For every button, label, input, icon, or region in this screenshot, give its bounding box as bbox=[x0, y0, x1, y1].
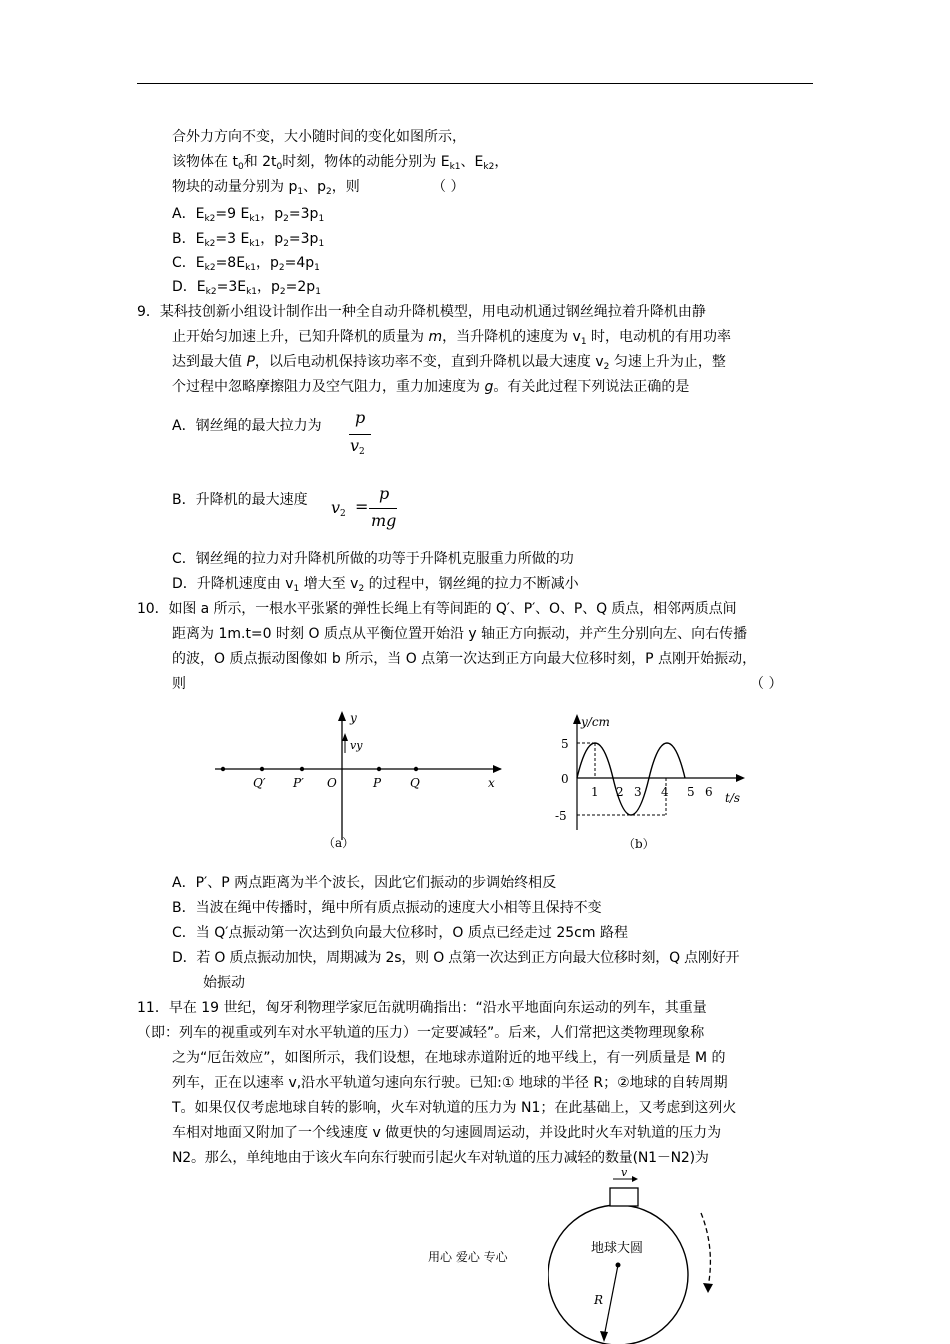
q8-line-1: 合外力方向不变，大小随时间的变化如图所示， bbox=[172, 129, 466, 145]
rotation-arrow bbox=[701, 1213, 710, 1287]
figure-b-vibration-graph bbox=[555, 710, 755, 860]
fig-a-label-o: O bbox=[327, 776, 337, 790]
q10-option-a: A．P′、P 两点距离为半个波长，因此它们振动的步调始终相反 bbox=[172, 875, 557, 891]
q11-line-3: 之为“厄缶效应”，如图所示，我们设想，在地球赤道附近的地平线上，有一列质量是 M 的 bbox=[172, 1050, 726, 1066]
q10-line-4: 则 bbox=[172, 676, 186, 692]
q9-option-a: A．钢丝绳的最大拉力为 bbox=[172, 418, 322, 434]
q10-option-d: D．若 O 质点振动加快，周期减为 2s，则 O 点第一次达到正方向最大位移时刻，Q 点刚好开 bbox=[172, 950, 740, 966]
fig-a-label-p-prime: P′ bbox=[293, 776, 304, 790]
fig-a-x-axis-label: x bbox=[488, 776, 495, 790]
q10-option-b: B．当波在绳中传播时，绳中所有质点振动的速度大小相等且保持不变 bbox=[172, 900, 602, 916]
fig-b-tick-x-4: 4 bbox=[661, 785, 669, 799]
fig-b-tick-x-5: 5 bbox=[687, 785, 695, 799]
q10-option-c: C．当 Q′点振动第一次达到负向最大位移时，O 质点已经走过 25cm 路程 bbox=[172, 925, 628, 941]
q8-line-3: 物块的动量分别为 $p_1$、$p_2$，则 bbox=[172, 179, 360, 197]
q10-line-1: 10．如图 a 所示，一根水平张紧的弹性长绳上有等间距的 Q′、P′、O、P、Q 质点，相邻两质点间 bbox=[137, 601, 737, 617]
q9-line-2: 止开始匀加速上升，已知升降机的质量为 m，当升降机的速度为 $v_1$ 时，电动机的有用功率 bbox=[172, 329, 732, 347]
figure-a-rope bbox=[205, 705, 510, 855]
fig-b-tick-x-1: 1 bbox=[591, 785, 599, 799]
q10-line-3: 的波，O 质点振动图像如 b 所示，当 O 点第一次达到正方向最大位移时刻，P 点刚开始振动， bbox=[172, 651, 757, 667]
fig-b-tick-x-2: 2 bbox=[616, 785, 624, 799]
q11-line-2: （即：列车的视重或列车对水平轨道的压力）一定要减轻”。后来，人们常把这类物理现象称 bbox=[137, 1025, 705, 1041]
q11-line-5: T。如果仅仅考虑地球自转的影响，火车对轨道的压力为 N1；在此基础上，又考虑到这列火 bbox=[172, 1100, 737, 1116]
q11-line-4: 列车，正在以速率 v,沿水平轨道匀速向东行驶。已知:① 地球的半径 R；②地球的自转周期 bbox=[172, 1075, 728, 1091]
fig-b-y-axis-label: y/cm bbox=[581, 715, 610, 729]
q11-line-1: 11．早在 19 世纪，匈牙利物理学家厄缶就明确指出：“沿水平地面向东运动的列车，其重量 bbox=[137, 1000, 707, 1016]
q8-answer-paren: （ ） bbox=[432, 179, 465, 195]
page-footer: 用心 爱心 专心 bbox=[428, 1250, 508, 1264]
header-rule bbox=[137, 83, 813, 84]
q8-option-c: C．$E_{k2}=8E_{k1}$，$p_2=4p_1$ bbox=[172, 255, 320, 273]
q10-line-2: 距离为 1m.t=0 时刻 O 质点从平衡位置开始沿 y 轴正方向振动，并产生分别向左、向右传播 bbox=[172, 626, 748, 642]
fig-a-point-q bbox=[414, 767, 418, 771]
q9-option-a-fraction: p $v_2$ bbox=[346, 408, 376, 460]
fig-a-point-p bbox=[377, 767, 381, 771]
fig-b-tick-x-3: 3 bbox=[634, 785, 642, 799]
earth-great-circle bbox=[548, 1205, 688, 1344]
q9-line-1: 9．某科技创新小组设计制作出一种全自动升降机模型，用电动机通过钢丝绳拉着升降机由静 bbox=[137, 304, 706, 320]
q11-line-6: 车相对地面又附加了一个线速度 v 做更快的匀速圆周运动，并设此时火车对轨道的压力为 bbox=[172, 1125, 722, 1141]
fig-b-tick-x-6: 6 bbox=[705, 785, 713, 799]
q11-line-7: N2。那么，单纯地由于该火车向东行驶而引起火车对轨道的压力减轻的数量(N1－N2)为 bbox=[172, 1150, 709, 1166]
q10-answer-paren: （ ） bbox=[750, 676, 783, 692]
fig-a-left-end-point bbox=[221, 767, 225, 771]
figure-earth-great-circle bbox=[548, 1165, 728, 1344]
q9-option-b: B．升降机的最大速度 bbox=[172, 492, 308, 508]
fig-a-point-p-prime bbox=[300, 767, 304, 771]
fig-a-label-p: P bbox=[373, 776, 382, 790]
q9-option-b-equation: $v_2$ = p mg bbox=[331, 484, 397, 530]
q8-option-b: B．$E_{k2}=3$ $E_{k1}$，$p_2=3p_1$ bbox=[172, 231, 325, 249]
train-velocity-label: v bbox=[621, 1166, 628, 1179]
earth-circle-label: 地球大圆 bbox=[591, 1241, 644, 1256]
fig-a-label-q-prime: Q′ bbox=[253, 776, 266, 790]
train-box bbox=[610, 1188, 638, 1206]
fig-b-tick-y-0: 0 bbox=[561, 772, 569, 786]
q8-option-a: A．$E_{k2}=9$ $E_{k1}$，$p_2=3p_1$ bbox=[172, 206, 325, 224]
fig-b-caption: （b） bbox=[623, 837, 655, 851]
q8-option-d: D．$E_{k2}=3E_{k1}$，$p_2=2p_1$ bbox=[172, 279, 321, 297]
fig-a-y-axis-label: y bbox=[350, 711, 357, 725]
fig-b-tick-y-5: 5 bbox=[561, 737, 569, 751]
q10-option-d-cont: 始振动 bbox=[203, 975, 245, 991]
fig-a-point-q-prime bbox=[260, 767, 264, 771]
fig-b-sine-curve bbox=[577, 743, 685, 815]
fig-b-tick-y-neg5: -5 bbox=[555, 809, 567, 823]
q9-line-4: 个过程中忽略摩擦阻力及空气阻力，重力加速度为 g。有关此过程下列说法正确的是 bbox=[172, 379, 690, 395]
q9-option-d: D．升降机速度由 $v_1$ 增大至 $v_2$ 的过程中，钢丝绳的拉力不断减小 bbox=[172, 576, 579, 594]
q9-line-3: 达到最大值 P，以后电动机保持该功率不变，直到升降机以最大速度 $v_2$ 匀速上升为止，整 bbox=[172, 354, 726, 372]
q8-line-2: 该物体在 $t_0$和 $2t_0$时刻，物体的动能分别为 $E_{k1}$、$E_{k2}$， bbox=[172, 154, 509, 172]
fig-a-velocity-label: vy bbox=[350, 739, 363, 752]
fig-a-label-q: Q bbox=[410, 776, 420, 790]
fig-a-caption: （a） bbox=[323, 836, 355, 850]
q9-option-c: C．钢丝绳的拉力对升降机所做的功等于升降机克服重力所做的功 bbox=[172, 551, 574, 567]
radius-label: R bbox=[594, 1293, 604, 1307]
fig-b-t-axis-label: t/s bbox=[725, 791, 741, 805]
